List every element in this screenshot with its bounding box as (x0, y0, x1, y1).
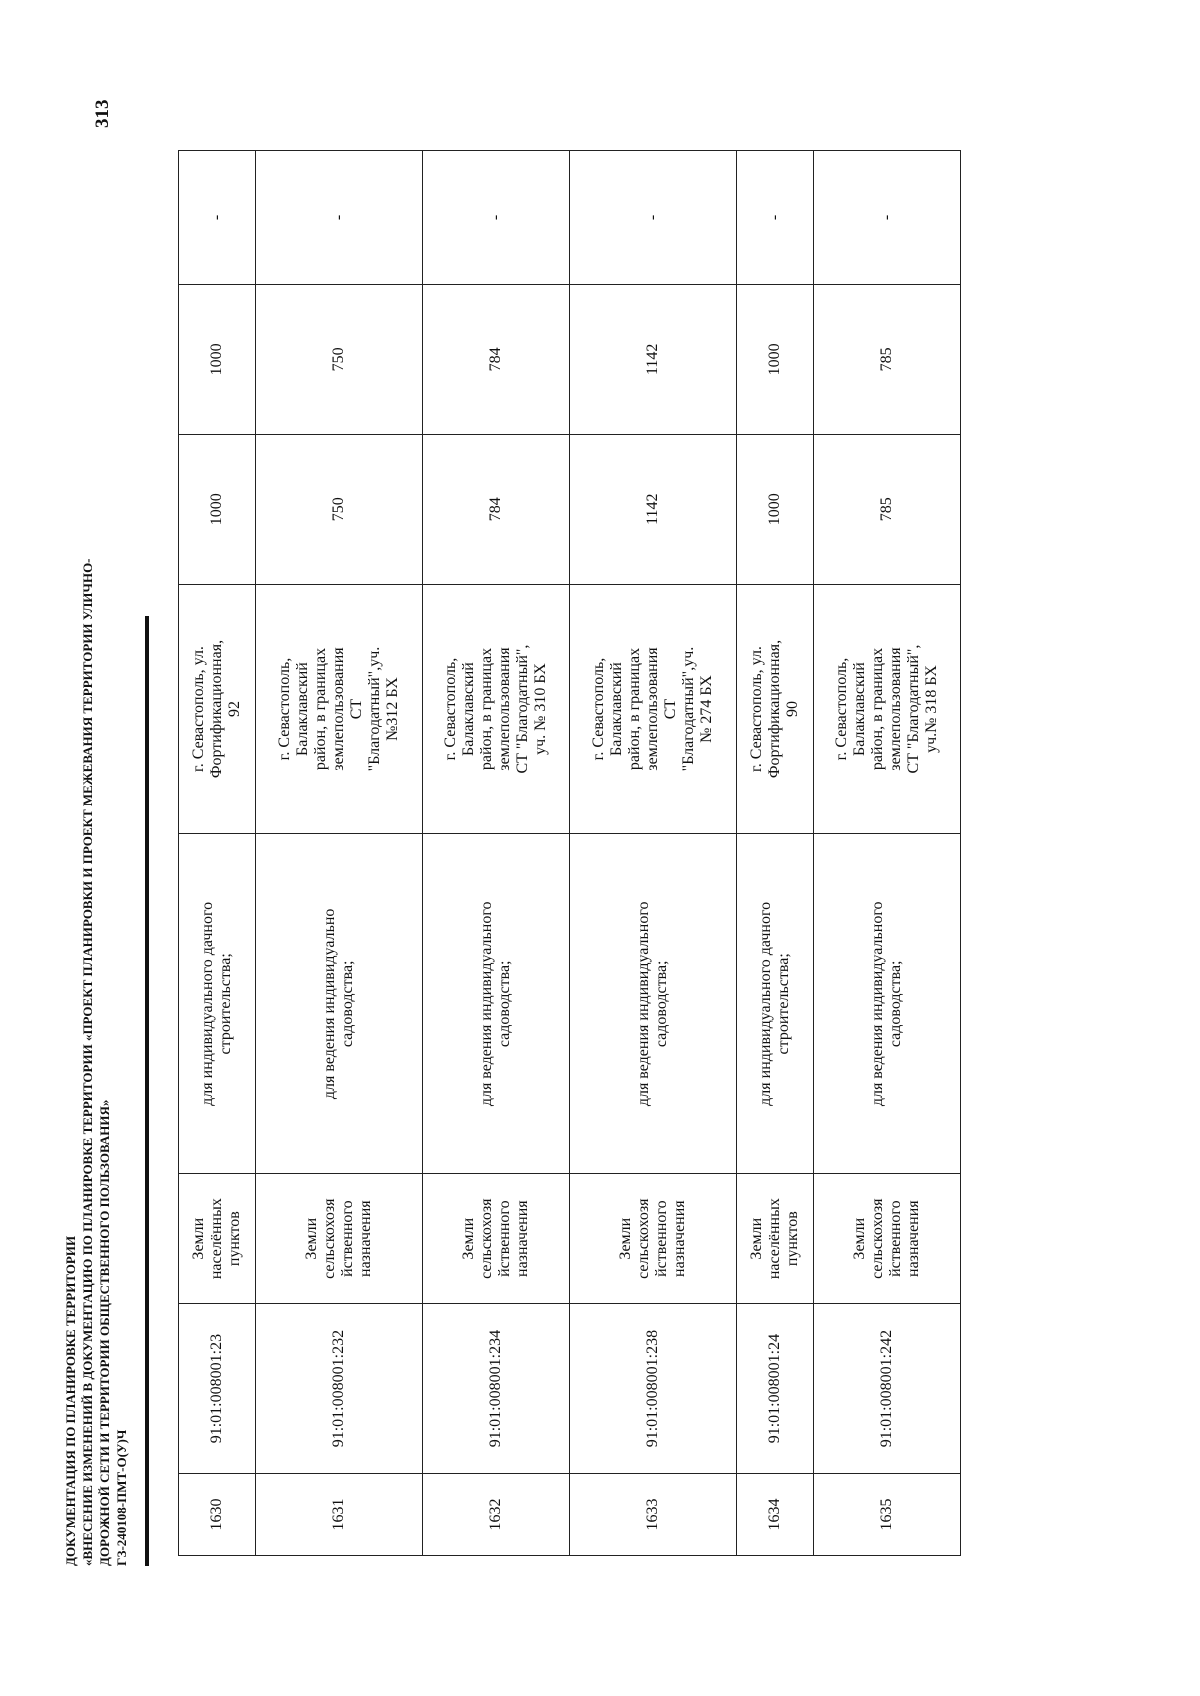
table-row (737, 151, 814, 1556)
header-line: ГЗ-240108-ПМТ-О(У)Ч (114, 1429, 129, 1566)
permitted-use-cell: для индивидуального дачного строительства; (737, 834, 814, 1174)
address-cell: г. Севастополь, Балаклавский район, в границах землепользования СТ "Благодатный",уч. №312 БХ (256, 584, 423, 834)
note-cell: - (570, 151, 737, 285)
cadastral-number-cell: 91:01:008001:232 (256, 1304, 423, 1474)
note-cell: - (423, 151, 570, 285)
land-category-cell: Земли сельскохозя йственного назначения (814, 1174, 961, 1304)
table-row (179, 151, 256, 1556)
area-cell: 1000 (179, 284, 256, 434)
row-number-cell: 1634 (737, 1474, 814, 1556)
area-cell: 1000 (179, 434, 256, 584)
note-cell: - (179, 151, 256, 285)
row-number-cell: 1630 (179, 1474, 256, 1556)
area-cell: 1000 (737, 434, 814, 584)
address-cell: г. Севастополь, Балаклавский район, в границах землепользования СТ "Благодатный",уч. № 274 БХ (570, 584, 737, 834)
area-cell: 784 (423, 434, 570, 584)
cadastral-number-cell: 91:01:008001:23 (179, 1304, 256, 1474)
land-category-cell: Земли сельскохозя йственного назначения (256, 1174, 423, 1304)
land-category-cell: Земли населённых пунктов (737, 1174, 814, 1304)
cadastral-number-cell: 91:01:008001:238 (570, 1304, 737, 1474)
permitted-use-cell: для ведения индивидуально садоводства; (256, 834, 423, 1174)
note-cell: - (256, 151, 423, 285)
area-cell: 785 (814, 434, 961, 584)
area-cell: 784 (423, 284, 570, 434)
table-row (814, 151, 961, 1556)
address-cell: г. Севастополь, Балаклавский район, в границах землепользования СТ "Благодатный", уч.№ 318 БХ (814, 584, 961, 834)
cadastral-number-cell: 91:01:008001:234 (423, 1304, 570, 1474)
note-cell: - (814, 151, 961, 285)
row-number-cell: 1632 (423, 1474, 570, 1556)
header-line: ДОКУМЕНТАЦИЯ ПО ПЛАНИРОВКЕ ТЕРРИТОРИИ (63, 1235, 78, 1566)
row-number-cell: 1633 (570, 1474, 737, 1556)
land-category-cell: Земли сельскохозя йственного назначения (423, 1174, 570, 1304)
cadastral-number-cell: 91:01:008001:242 (814, 1304, 961, 1474)
header-divider (145, 616, 149, 1566)
address-cell: г. Севастополь, ул. Фортификационная, 92 (179, 584, 256, 834)
area-cell: 1142 (570, 434, 737, 584)
cadastral-number-cell: 91:01:008001:24 (737, 1304, 814, 1474)
area-cell: 750 (256, 434, 423, 584)
address-cell: г. Севастополь, ул. Фортификационная, 90 (737, 584, 814, 834)
address-cell: г. Севастополь, Балаклавский район, в границах землепользования СТ "Благодатный", уч. № 310 БХ (423, 584, 570, 834)
header-line: ДОРОЖНОЙ СЕТИ И ТЕРРИТОРИИ ОБЩЕСТВЕННОГО ПОЛЬЗОВАНИЯ» (97, 1099, 112, 1566)
table-row (256, 151, 423, 1556)
permitted-use-cell: для ведения индивидуального садоводства; (814, 834, 961, 1174)
row-number-cell: 1635 (814, 1474, 961, 1556)
page-number: 313 (92, 99, 113, 128)
table-row (423, 151, 570, 1556)
header-line: «ВНЕСЕНИЕ ИЗМЕНЕНИЙ В ДОКУМЕНТАЦИЮ ПО ПЛАНИРОВКЕ ТЕРРИТОРИИ «ПРОЕКТ ПЛАНИРОВКИ И ПРОЕКТ МЕЖЕВАНИЯ ТЕРРИТОРИИ УЛИЧНО- (80, 558, 95, 1566)
permitted-use-cell: для ведения индивидуального садоводства; (423, 834, 570, 1174)
permitted-use-cell: для индивидуального дачного строительства; (179, 834, 256, 1174)
area-cell: 1142 (570, 284, 737, 434)
note-cell: - (737, 151, 814, 285)
area-cell: 750 (256, 284, 423, 434)
land-category-cell: Земли сельскохозя йственного назначения (570, 1174, 737, 1304)
area-cell: 785 (814, 284, 961, 434)
permitted-use-cell: для ведения индивидуального садоводства; (570, 834, 737, 1174)
document-header (62, 0, 130, 1566)
table-row (570, 151, 737, 1556)
row-number-cell: 1631 (256, 1474, 423, 1556)
land-category-cell: Земли населённых пунктов (179, 1174, 256, 1304)
area-cell: 1000 (737, 284, 814, 434)
land-plots-table (178, 150, 961, 1556)
table-body (179, 151, 961, 1556)
